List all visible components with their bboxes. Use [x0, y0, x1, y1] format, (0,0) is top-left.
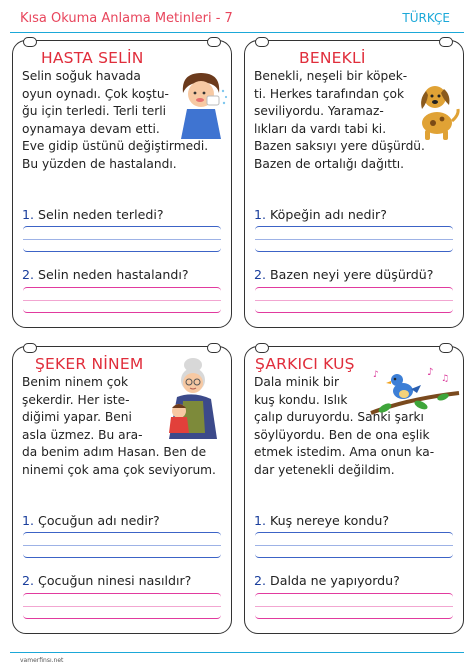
story-line: seviliyordu. Yaramaz-: [254, 104, 384, 119]
story-line: oyun oynadı. Çok koştu-: [22, 86, 169, 101]
question-text: Çocuğun ninesi nasıldır?: [38, 573, 192, 588]
story-line: söylüyordu. Ben de ona eşlik: [254, 427, 430, 442]
card-tab: [255, 343, 269, 353]
story-line: Selin soğuk havada: [22, 69, 141, 83]
question-1: [254, 513, 389, 528]
answer-line-2[interactable]: [23, 593, 221, 619]
question-number: 1.: [254, 207, 267, 222]
question-number: 1.: [22, 207, 35, 222]
story-line: kuş kondu. Islık: [254, 392, 348, 407]
card-tab: [207, 343, 221, 353]
svg-text:♪: ♪: [427, 367, 434, 378]
story-line: da benim adım Hasan. Ben de: [22, 445, 207, 460]
question-number: 1.: [254, 513, 267, 528]
question-text: Selin neden terledi?: [38, 207, 164, 222]
grandmother-illustration: [159, 353, 225, 441]
story-line: diğimi yapar. Beni: [22, 410, 132, 425]
story-line: ninemi çok ama çok seviyorum.: [22, 462, 216, 477]
answer-line-2[interactable]: [255, 593, 453, 619]
story-line: Dala minik bir: [254, 375, 340, 389]
answer-line-1[interactable]: [255, 226, 453, 252]
question-1: [22, 207, 164, 222]
story-line: Bazen de ortalığı dağıttı.: [254, 156, 405, 171]
puppy-dog-illustration: [409, 77, 461, 143]
story-card-sarkici-kus: [244, 346, 464, 634]
answer-line-2[interactable]: [23, 287, 221, 313]
question-number: 2.: [254, 267, 267, 282]
question-number: 1.: [22, 513, 35, 528]
page-title: Kısa Okuma Anlama Metinleri - 7: [20, 11, 233, 26]
question-text: Dalda ne yapıyordu?: [270, 573, 400, 588]
story-line: ti. Herkes tarafından çok: [254, 86, 405, 101]
question-number: 2.: [22, 267, 35, 282]
sick-girl-illustration: [173, 67, 229, 139]
svg-text:♫: ♫: [441, 374, 450, 384]
question-text: Selin neden hastalandı?: [38, 267, 189, 282]
question-2: [22, 573, 191, 588]
card-tab: [23, 343, 37, 353]
story-card-hasta-selin: [12, 40, 232, 328]
header-divider: [10, 32, 464, 33]
footer-divider: [10, 652, 464, 653]
question-1: [254, 207, 387, 222]
answer-line-2[interactable]: [255, 287, 453, 313]
question-2: [254, 573, 400, 588]
card-tab: [207, 37, 221, 47]
story-line: Eve gidip üstünü değiştirmedi.: [22, 139, 209, 154]
story-line: dar yetenekli değildim.: [254, 462, 395, 477]
story-title: BENEKLİ: [299, 49, 366, 67]
story-line: çalıp duruyordu. Sanki şarkı: [254, 410, 424, 425]
footer-site-label: vamerfinsı.net: [20, 657, 64, 664]
question-number: 2.: [254, 573, 267, 588]
question-2: [22, 267, 189, 282]
question-text: Bazen neyi yere düşürdü?: [270, 267, 434, 282]
answer-line-1[interactable]: [255, 532, 453, 558]
singing-bird-illustration: [367, 365, 461, 417]
story-line: Benim ninem çok: [22, 375, 129, 389]
answer-line-1[interactable]: [23, 532, 221, 558]
card-tab: [255, 37, 269, 47]
question-text: Çocuğun adı nedir?: [38, 513, 160, 528]
story-line: lıkları da vardı tabi ki.: [254, 121, 387, 136]
card-tab: [23, 37, 37, 47]
card-tab: [439, 37, 453, 47]
story-title: ŞEKER NİNEM: [35, 355, 144, 373]
story-line: ğu için terledi. Terli terli: [22, 104, 167, 119]
question-2: [254, 267, 433, 282]
story-line: oynamaya devam etti.: [22, 121, 160, 136]
story-line: Benekli, neşeli bir köpek-: [254, 69, 408, 83]
story-card-benekli: [244, 40, 464, 328]
story-line: asla üzmez. Bu ara-: [22, 427, 143, 442]
answer-line-1[interactable]: [23, 226, 221, 252]
story-card-seker-ninem: [12, 346, 232, 634]
question-number: 2.: [22, 573, 35, 588]
svg-text:♪: ♪: [373, 370, 379, 380]
story-line: Bazen saksıyı yere düşürdü.: [254, 139, 425, 154]
story-line: Bu yüzden de hastalandı.: [22, 156, 177, 171]
card-tab: [439, 343, 453, 353]
story-line: şekerdir. Her iste-: [22, 392, 130, 407]
story-title: ŞARKICI KUŞ: [255, 355, 355, 373]
question-text: Kuş nereye kondu?: [270, 513, 389, 528]
question-text: Köpeğin adı nedir?: [270, 207, 387, 222]
story-title: HASTA SELİN: [41, 49, 144, 67]
story-line: etmek istedim. Ama onun ka-: [254, 445, 435, 460]
subject-label: TÜRKÇE: [402, 11, 450, 25]
question-1: [22, 513, 160, 528]
